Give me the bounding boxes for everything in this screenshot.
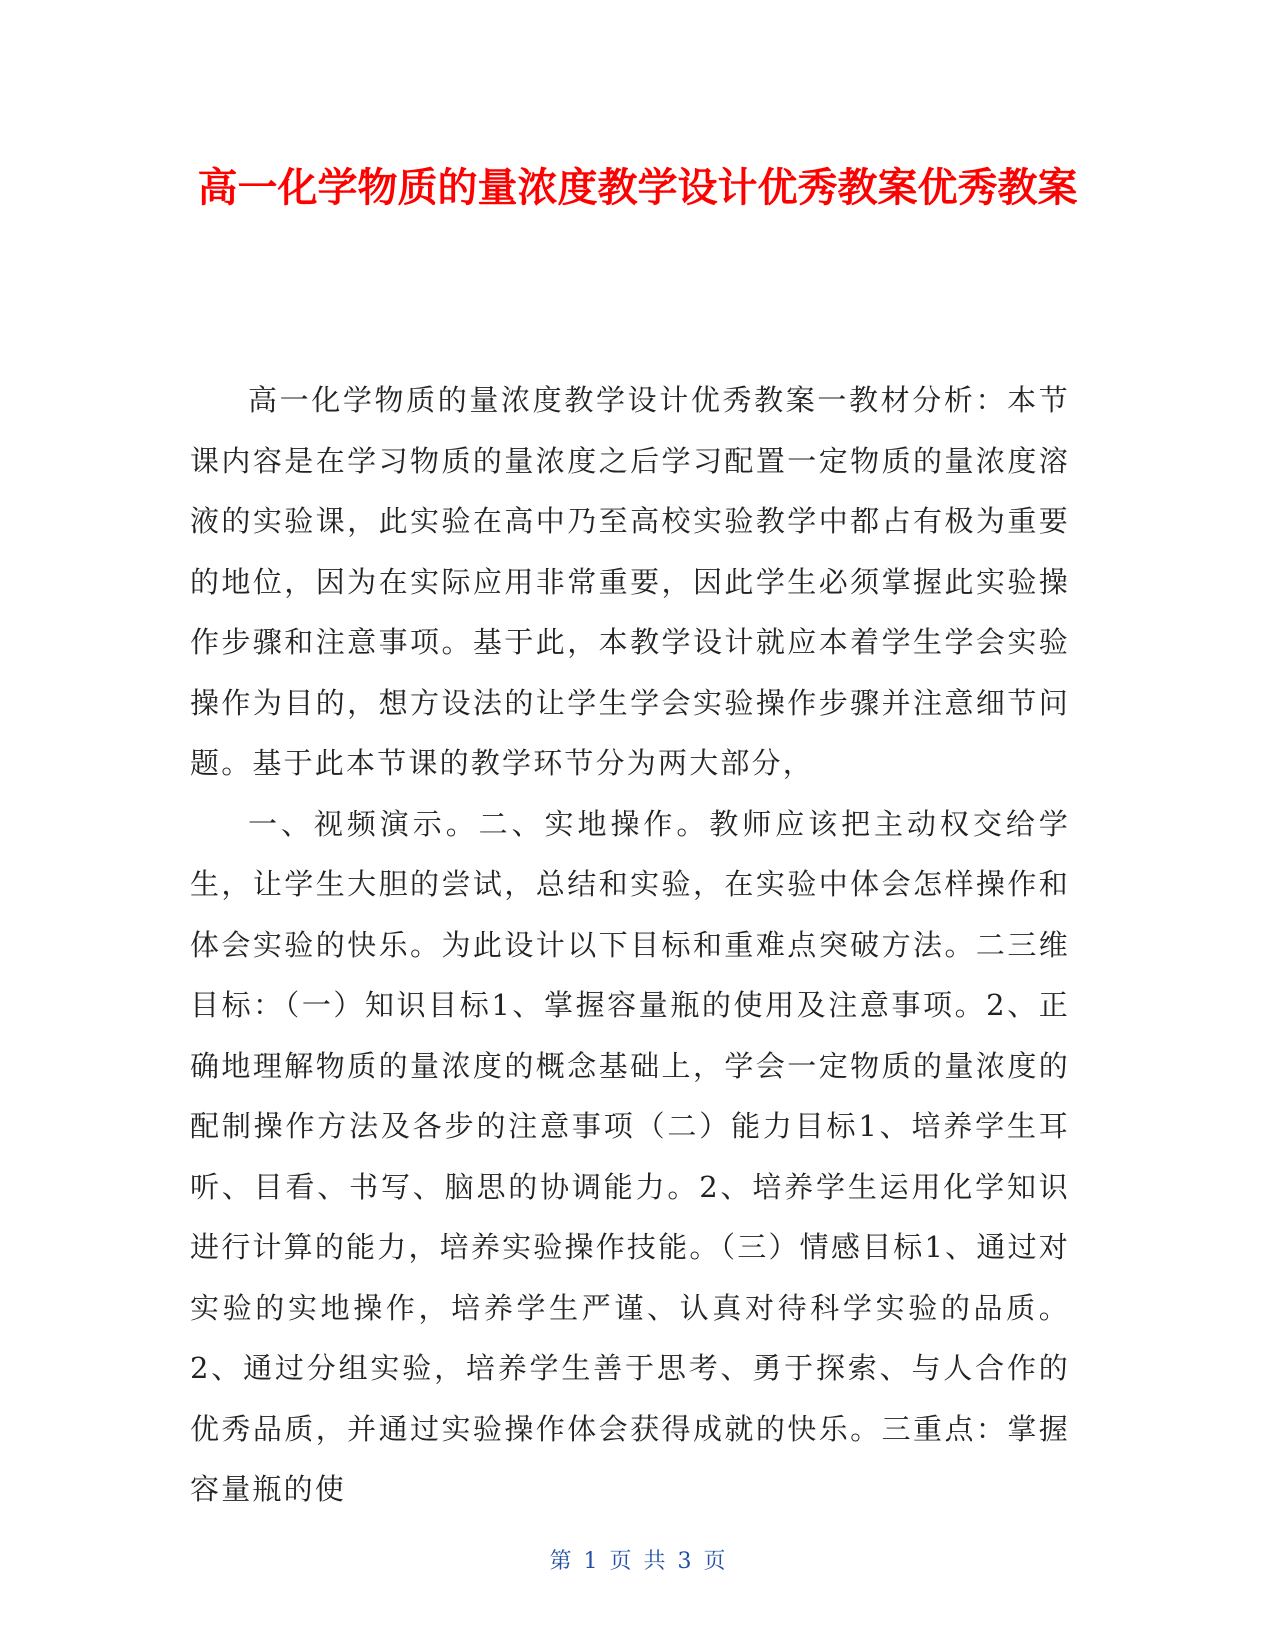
footer-label-ye2: 页 <box>703 1549 726 1574</box>
document-body <box>190 370 1070 1520</box>
page-footer <box>0 1547 1275 1577</box>
footer-label-di: 第 <box>549 1549 572 1574</box>
document-title: 高一化学物质的量浓度教学设计优秀教案优秀教案 <box>197 165 1078 211</box>
paragraph-2: 一、视频演示。二、实地操作。教师应该把主动权交给学生，让学生大胆的尝试，总结和实验，在实验中体会怎样操作和体会实验的快乐。为此设计以下目标和重难点突破方法。二三维目标：（一）知识目标1、掌握容量瓶的使用及注意事项。2、正确地理解物质的量浓度的概念基础上，学会一定物质的量浓度的配制操作方法及各步的注意事项（二）能力目标1、培养学生耳听、目看、书写、脑思的协调能力。2、培养学生运用化学知识进行计算的能力，培养实验操作技能。（三）情感目标1、通过对实验的实地操作，培养学生严谨、认真对待科学实验的品质。2、通过分组实验，培养学生善于思考、勇于探索、与人合作的优秀品质，并通过实验操作体会获得成就的快乐。三重点：掌握容量瓶的使 <box>190 806 1070 1506</box>
footer-total-pages: 3 <box>677 1549 692 1574</box>
footer-label-ye: 页 <box>609 1549 632 1574</box>
paragraph-1: 高一化学物质的量浓度教学设计优秀教案一教材分析：本节课内容是在学习物质的量浓度之后学习配置一定物质的量浓度溶液的实验课，此实验在高中乃至高校实验教学中都占有极为重要的地位，因为在实际应用非常重要，因此学生必须掌握此实验操作步骤和注意事项。基于此，本教学设计就应本着学生学会实验操作为目的，想方设法的让学生学会实验操作步骤并注意细节问题。基于此本节课的教学环节分为两大部分， <box>190 383 1070 780</box>
footer-label-gong: 共 <box>643 1549 666 1574</box>
footer-current-page: 1 <box>583 1549 598 1574</box>
